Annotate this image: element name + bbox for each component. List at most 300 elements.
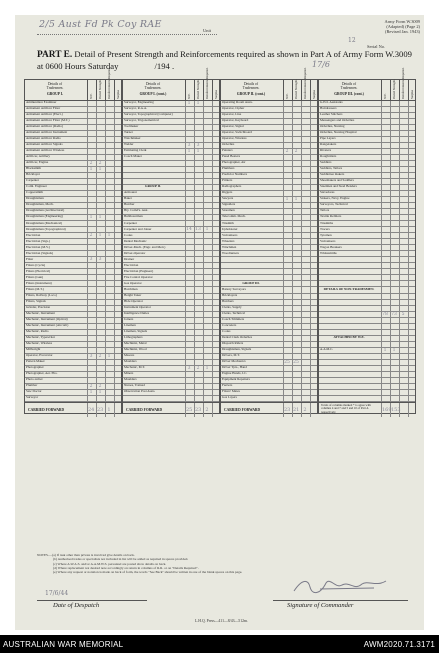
- trade-label: Driver Mechanics: [222, 359, 246, 363]
- value-cell: 3: [185, 143, 192, 149]
- header-line: Details of: [243, 82, 259, 86]
- trade-label: Operator, Wireless: [222, 137, 247, 141]
- forward-value-cell: 21: [292, 403, 299, 417]
- subcolumn-header: [87, 80, 94, 100]
- trade-label: Intelligence Duties: [124, 311, 149, 315]
- trade-label: Battery Surveyors: [222, 287, 246, 291]
- trade-label: Lithographers: [124, 335, 143, 339]
- value-cell: 2: [87, 161, 94, 167]
- trade-label: Bulldozerman: [124, 215, 143, 219]
- trade-label: Concreters: [222, 323, 237, 327]
- trade-label: Electrician (Engineer): [124, 269, 154, 273]
- trade-label: Bricklayer: [26, 173, 40, 177]
- trade-label: Carpenter and Joiner: [124, 227, 152, 231]
- header-line: Tradesmen.: [340, 86, 358, 90]
- subcolumn-header: [310, 80, 317, 100]
- value-cell: 1: [96, 233, 103, 239]
- trade-label: Armament Artificer Radio: [26, 137, 61, 141]
- trade-label: Joiners: [124, 317, 134, 321]
- trade-label: Armament Artificer Signals: [26, 143, 63, 147]
- trade-label: Telecomm. Mech.: [222, 215, 246, 219]
- subcolumn-header: [96, 80, 103, 100]
- trade-label: Operating Room Assts.: [222, 101, 253, 105]
- value-cell: 2: [194, 366, 201, 372]
- form-identifier: [330, 19, 420, 34]
- subcolumn-label: Reinforcements Required.: [107, 67, 111, 99]
- trade-label: Estimating Clerk: [124, 149, 147, 153]
- trade-label: Gas Layers: [222, 395, 237, 399]
- trade-label: Grinder, Precision: [26, 305, 51, 309]
- subcolumn-label: Posted Strength.: [392, 79, 396, 99]
- subcolumn-label: W.E.: [285, 93, 289, 99]
- trade-label: Orderlies: [222, 143, 235, 147]
- group-heading: GROUP III.: [242, 281, 260, 285]
- trade-label: Operator, Excavator: [26, 353, 53, 357]
- header-line: Details of: [341, 82, 357, 86]
- trade-label: Ammunition Examiner: [26, 101, 57, 105]
- trade-label: Fitter: [26, 257, 34, 261]
- header-line: Details of: [47, 82, 63, 86]
- trade-label: Linemen, Signals: [124, 329, 148, 333]
- trade-label: Machinist, Metal: [124, 341, 147, 345]
- trade-label: Carpenter: [26, 179, 39, 183]
- subcolumn-header: [390, 80, 397, 100]
- trade-label: Bricklayers: [222, 293, 238, 297]
- trade-label: Panel Beaters: [222, 155, 241, 159]
- subcolumn-label: W.E.: [187, 93, 191, 99]
- trade-label: Artificer, Engine: [26, 161, 49, 165]
- trade-label: Wheelers: [222, 239, 235, 243]
- trade-label: Armament Artificer Fitter: [26, 107, 61, 111]
- press-line: L.H.Q. Press—411—8/43—512m.: [195, 619, 248, 623]
- trade-label: Armourer: [124, 191, 137, 195]
- value-cell: 1: [292, 197, 299, 203]
- trade-label: Mechanic, Instrument (Optical): [26, 317, 68, 321]
- carried-forward-label: CARRIED FORWARD: [126, 407, 163, 412]
- trade-label: Cooks: [124, 233, 133, 237]
- group-heading: ATTACHED BY W.E.: [333, 335, 365, 339]
- despatch-date-handwritten: 17/6/44: [45, 590, 69, 597]
- note-line: (b) Authorised trades or specialists not included in list will be added as required in spaces provided.: [53, 557, 189, 562]
- trade-label: Operator, Line: [222, 113, 242, 117]
- trade-label: Draughtsman: [26, 197, 44, 201]
- trade-label: Leather Stitchers: [320, 113, 343, 117]
- note-line: (e) Where any request or notation is made on back of form, the words "See Back" should be written in one of the blank spaces on this page.: [53, 570, 243, 575]
- value-cell: 2: [96, 384, 103, 390]
- trade-label: Bty. Comd's. Asst.: [124, 209, 149, 213]
- header-line: GROUP II. (cont.): [236, 92, 266, 96]
- despatch-line: [37, 600, 147, 601]
- trade-label: Tracers: [320, 227, 330, 231]
- forward-value-cell: 169: [381, 403, 388, 417]
- subcolumn-label: Posted Strength.: [98, 79, 102, 99]
- trade-label: Armament Artificer (Radio): [26, 125, 63, 129]
- trade-label: Vulcanisers: [320, 239, 336, 243]
- value-cell: 25: [293, 359, 299, 365]
- group-heading: GROUP II.: [145, 185, 161, 189]
- trade-label: Steelmen and Steel Benders: [320, 185, 357, 189]
- trade-label: Saw Doctor: [26, 389, 42, 393]
- form-title: [37, 49, 417, 71]
- forward-value-cell: 25: [185, 403, 192, 417]
- header-line: Tradesmen.: [144, 86, 162, 90]
- trade-label: Engine Hands, I.C.: [222, 371, 248, 375]
- forward-value-cell: 2: [301, 403, 308, 417]
- forward-value-cell: 23: [96, 403, 103, 417]
- subcolumn-label: Surplus: [312, 89, 316, 99]
- trade-label: Moulders: [124, 359, 137, 363]
- trade-label: Equipment Repairers: [222, 377, 250, 381]
- subcolumn-header: [185, 80, 192, 100]
- subcolumn-label: Reinforcements Required.: [205, 67, 209, 99]
- trade-label: Sawyers: [222, 197, 234, 201]
- trade-label: Clerks, Supply: [222, 305, 242, 309]
- trade-label: Predictor Numbers: [222, 173, 247, 177]
- trade-label: Miners: [124, 371, 134, 375]
- trade-label: Draughtsman (Architectural): [26, 209, 65, 213]
- subcolumn-header: [301, 67, 308, 100]
- trade-label: Machinist, Wood: [124, 347, 147, 351]
- serial-handwritten: 12: [348, 37, 356, 44]
- value-cell: 2: [292, 149, 299, 155]
- trade-label: Fire Control Operator: [124, 275, 153, 279]
- subcolumn-header: [381, 80, 388, 100]
- trade-label: Photo-writer: [26, 377, 43, 381]
- form-id-line: (Adapted) (Page 2): [386, 24, 420, 29]
- subcolumn-label: W.E.: [383, 93, 387, 99]
- trade-label: Driver Tpts., Hand: [222, 365, 247, 369]
- trade-label: Dispatch Riders: [222, 341, 244, 345]
- trade-label: Hatchman: [124, 287, 138, 291]
- trade-label: A.A.M.C.: [320, 347, 334, 351]
- value-cell: 1: [194, 149, 201, 155]
- trade-label: Millwright: [26, 347, 41, 351]
- trade-label: Draughtsman (Engineering): [26, 215, 63, 219]
- trade-label: Nurses, Trained: [124, 383, 145, 387]
- trade-label: Pipe Layers: [320, 137, 336, 141]
- value-cell: 2: [96, 354, 103, 360]
- trade-label: Mechanic, Wireless: [26, 341, 52, 345]
- trade-label: Hide Operator: [124, 299, 143, 303]
- carried-forward-row: [319, 402, 415, 417]
- trade-label: Armament Artificer Fitter (M.T.): [26, 119, 70, 123]
- army-form-page: [15, 15, 424, 630]
- value-cell: 2: [283, 149, 290, 155]
- subcolumn-header: [408, 80, 415, 100]
- title-text: Detail of Present Strength and Reinforcements required as shown in Part A of Army Form W.3009 at 0600 Hours Saturday: [37, 49, 412, 71]
- trade-label: Dental Mechanic: [124, 239, 147, 243]
- value-cell: 1: [87, 390, 94, 396]
- value-cell: 3: [194, 143, 201, 149]
- header-line: Tradesmen.: [46, 86, 64, 90]
- trade-label: Photographer: [26, 365, 44, 369]
- trade-label: Draughtsman, Mech.: [26, 203, 54, 207]
- forward-value-cell: 23: [283, 403, 290, 417]
- notes-section: [37, 553, 407, 574]
- trade-label: Operator, Keyboard: [222, 119, 249, 123]
- carried-forward-row: [123, 402, 219, 417]
- value-cell: 1: [390, 348, 397, 354]
- subcolumn-header: [399, 67, 406, 100]
- trade-label: Mechanic, Instrument (Aircraft): [26, 323, 69, 327]
- trade-label: Cooks: [222, 329, 231, 333]
- trade-label: Electrician (M.V.): [26, 245, 50, 249]
- trade-label: Plumber: [26, 383, 38, 387]
- trade-label: Printers: [222, 179, 233, 183]
- trade-label: Painters: [222, 149, 233, 153]
- value-cell: 73: [391, 311, 397, 317]
- trade-label: Coach Maker: [124, 155, 142, 159]
- forward-value-cell: [408, 403, 415, 417]
- value-cell: 1: [283, 197, 290, 203]
- trade-label: Mechanic, M.T.: [124, 365, 145, 369]
- column-header-title: [320, 82, 378, 96]
- subcolumn-label: Reinforcements Required.: [401, 67, 405, 99]
- note-line: (d) Where replacement not desired note accordingly on return in columns of R.R. or on "Details Required".: [53, 565, 199, 570]
- trade-label: Armament Artificer Instrument: [26, 131, 68, 135]
- trade-label: Whitesmiths: [320, 251, 337, 255]
- value-cell: 78: [382, 311, 388, 317]
- trade-label: Artificer, Artillery: [26, 155, 51, 159]
- trade-label: Rangetakers: [320, 143, 337, 147]
- trade-label: Storemen: [222, 209, 235, 213]
- trade-label: Draughtsmen, Signals: [222, 347, 252, 351]
- trade-label: Tailors: [320, 209, 330, 213]
- trade-label: Fitters (Instrument): [26, 281, 52, 285]
- trade-label: Operator, Cipher: [222, 107, 245, 111]
- header-line: Tradesmen.: [242, 86, 260, 90]
- trade-label: Gas Operator: [124, 281, 142, 285]
- archive-name: AUSTRALIAN WAR MEMORIAL: [3, 640, 124, 649]
- forward-value-cell: 153: [390, 403, 397, 417]
- trade-label: Surveyor, Topographical (Computer): [124, 113, 173, 117]
- value-cell: 1: [96, 390, 103, 396]
- trade-label: Stevedores: [320, 191, 335, 195]
- subcolumn-label: Surplus: [214, 89, 218, 99]
- header-line: GROUP I.: [47, 92, 63, 96]
- trade-label: Draughtsman (Topographical): [26, 227, 66, 231]
- column-header-title: [26, 82, 84, 96]
- trade-label: Vulcanisers: [222, 233, 238, 237]
- trade-label: Baker: [124, 197, 132, 201]
- table-column-group: [122, 67, 220, 414]
- trade-label: Driver-Operator: [124, 251, 146, 255]
- carried-forward-row: [221, 402, 317, 417]
- trade-label: Signallers: [222, 203, 236, 207]
- column-header-title: [222, 82, 280, 96]
- trade-label: Surveyor, Trigonometrical: [124, 119, 159, 123]
- trade-label: Clerks, Technical: [222, 311, 245, 315]
- form-id-line: Army Form W.3009: [384, 19, 420, 24]
- forward-value-cell: [399, 403, 406, 417]
- value-cell: 1: [203, 366, 210, 372]
- value-cell: 1: [105, 233, 112, 239]
- trade-label: Observation Post Assts.: [124, 389, 156, 393]
- trade-label: Armament Artificer Wireless: [26, 149, 65, 153]
- subcolumn-label: Surplus: [410, 89, 414, 99]
- header-line: Details of: [145, 82, 161, 86]
- group-heading: DETAILS OF NON-TRADESMEN.: [323, 287, 375, 291]
- subcolumn-label: Posted Strength.: [196, 79, 200, 99]
- trade-label: Upholsterer: [222, 227, 238, 231]
- value-cell: 1: [96, 167, 103, 173]
- subcolumn-label: Reinforcements Required.: [303, 67, 307, 99]
- trade-label: Pattern Maker: [26, 359, 45, 363]
- column-header: [319, 67, 415, 101]
- column-header: [221, 67, 317, 101]
- forward-value-cell: [212, 403, 219, 417]
- value-cell: 25: [284, 359, 290, 365]
- trade-label: Photographer, Air: [222, 161, 246, 165]
- trade-label: Tinsmith: [222, 221, 234, 225]
- value-cell: 3: [96, 257, 103, 263]
- forward-value-cell: 23: [194, 403, 201, 417]
- trade-label: Watchmaker: [124, 137, 141, 141]
- trade-label: G.P.O. Assistants: [320, 101, 343, 105]
- value-cell: 1: [185, 101, 192, 107]
- trade-label: Wagon Breakers: [320, 245, 342, 249]
- trade-label: Messengers and Orderlies: [320, 119, 355, 123]
- trade-label: Turner: [124, 131, 133, 135]
- value-cell: 3: [87, 257, 94, 263]
- value-cell: 1: [381, 348, 388, 354]
- header-line: GROUP I. (cont.): [139, 92, 167, 96]
- subcolumn-header: [283, 80, 290, 100]
- trade-label: Plumbers: [222, 167, 235, 171]
- signature-label: Signature of Commander: [287, 602, 354, 609]
- trade-label: Fitters (Gun): [26, 275, 44, 279]
- value-cell: 1: [105, 354, 112, 360]
- value-cell: 1: [87, 215, 94, 221]
- value-cell: 1: [185, 149, 192, 155]
- value-cell: 3: [87, 354, 94, 360]
- trade-label: Textile Refitters: [320, 215, 342, 219]
- trade-label: Orderlies, Nursing Hospital: [320, 131, 357, 135]
- trade-label: Electrician (Signals): [26, 251, 54, 255]
- trade-label: Saddlers: [320, 161, 332, 165]
- trade-label: Moulders: [124, 377, 137, 381]
- subcolumn-label: W.E.: [89, 93, 93, 99]
- column-header: [123, 67, 219, 101]
- trade-label: Saddlers, Tailors: [320, 167, 343, 171]
- forward-value-cell: 1: [105, 403, 112, 417]
- subcolumn-header: [105, 67, 112, 100]
- trade-label: Coach Trimmers: [222, 317, 245, 321]
- trade-label: Surveyor, R.A.A.: [124, 107, 148, 111]
- trade-label: Armament Artificer (Elect.): [26, 113, 63, 117]
- trade-label: Mechanic, Radio: [26, 329, 49, 333]
- unit-label: Unit: [203, 28, 212, 33]
- trade-label: Fitters' Mates: [222, 389, 240, 393]
- value-cell: 14: [186, 227, 192, 233]
- title-part: PART E.: [37, 50, 73, 60]
- value-cell: 5: [399, 312, 406, 318]
- trade-label: Winchmen: [222, 245, 237, 249]
- column-header-title: [124, 82, 182, 96]
- date-handwritten: 17/6: [312, 60, 330, 69]
- trade-label: Tyremen: [320, 233, 332, 237]
- subcolumn-header: [203, 67, 210, 100]
- trade-label: Photographer, Aer. Pho.: [26, 371, 58, 375]
- trade-label: Surveyor, Engineering: [124, 101, 154, 105]
- form-id-line: (Revised Jan. 1943): [385, 29, 420, 34]
- trade-label: Surveyor: [26, 395, 39, 399]
- header-line: GROUP III. (cont.): [334, 92, 364, 96]
- title-year: /194 .: [154, 60, 175, 71]
- trade-label: Shoemakers and Saddlers: [320, 179, 354, 183]
- archive-reference: AWM2020.71.3171: [363, 640, 435, 649]
- trade-label: Fitters, Signals: [26, 299, 46, 303]
- trade-label: Welder: [124, 143, 134, 147]
- forward-value-cell: [114, 403, 121, 417]
- despatch-label: Date of Despatch: [53, 602, 100, 609]
- trade-label: Fitters (M.T.): [26, 287, 44, 291]
- serial-label: Serial No.: [367, 44, 386, 49]
- subcolumn-label: Posted Strength.: [294, 79, 298, 99]
- trade-label: Fitters, Railway (Loco): [26, 293, 57, 297]
- value-cell: 1: [194, 101, 201, 107]
- value-cell: 1: [203, 227, 210, 233]
- subcolumn-header: [292, 80, 299, 100]
- trade-label: Farriers: [222, 383, 233, 387]
- totals-note: Totals of columns marked * to agree with columns 4 and 7 and 5 and 10 of Part A respectively.: [321, 402, 371, 414]
- trade-label: Operator, Signal: [222, 125, 244, 129]
- value-cell: 1: [96, 215, 103, 221]
- forward-value-cell: 24: [87, 403, 94, 417]
- note-line: (c) Where A.W.A.S. and/or A.A.M.W.S. personnel are posted show details on back.: [53, 561, 167, 566]
- carried-forward-label: CARRIED FORWARD: [224, 407, 261, 412]
- trade-label: Dental Clerk Orderlies: [222, 335, 253, 339]
- trade-label: Woodturners: [222, 251, 239, 255]
- subcolumn-header: [114, 80, 121, 100]
- forward-value-cell: 2: [203, 403, 210, 417]
- trade-label: Butcher: [124, 203, 135, 207]
- trade-label: Saddletree makers: [320, 173, 345, 177]
- value-cell: 3: [185, 366, 192, 372]
- carried-forward-row: [25, 402, 121, 417]
- trade-label: Riggers: [222, 191, 233, 195]
- trade-label: Fitters (Cycle): [26, 263, 46, 267]
- column-header: [25, 67, 121, 101]
- unit-handwritten: 2/5 Aust Fd Pk Coy RAE: [39, 19, 162, 30]
- trade-label: Hairdressers: [320, 107, 337, 111]
- trade-label: Coml. Engineer: [26, 185, 47, 189]
- trade-label: Electrician: [26, 233, 41, 237]
- value-cell: 1: [87, 167, 94, 173]
- trade-label: Toolmaker: [124, 125, 139, 129]
- trade-label: Carpenter: [124, 221, 137, 225]
- carried-forward-label: CARRIED FORWARD: [28, 407, 65, 412]
- trade-label: Riveters: [320, 149, 331, 153]
- trade-label: Coppersmith: [26, 191, 44, 195]
- trade-label: Draughtsman (Mechanical): [26, 221, 63, 225]
- trade-label: Masons: [124, 353, 135, 357]
- trade-label: Roughriders: [320, 155, 337, 159]
- subcolumn-header: [194, 80, 201, 100]
- trade-label: Electrician: [124, 263, 139, 267]
- commander-signature: [290, 575, 400, 597]
- trade-label: Drainer: [124, 257, 135, 261]
- trade-label: Linemen: [124, 323, 136, 327]
- trade-label: Orderlies, Nursing: [320, 125, 345, 129]
- trade-label: Fitters (Electrical): [26, 269, 51, 273]
- trade-label: Mechanic, Typewriter: [26, 335, 56, 339]
- trade-label: Stokers, Navy, Engine: [320, 197, 350, 201]
- value-cell: 13: [195, 227, 201, 233]
- trade-label: Radiographers: [222, 185, 242, 189]
- value-cell: 2: [87, 384, 94, 390]
- value-cell: 2: [96, 161, 103, 167]
